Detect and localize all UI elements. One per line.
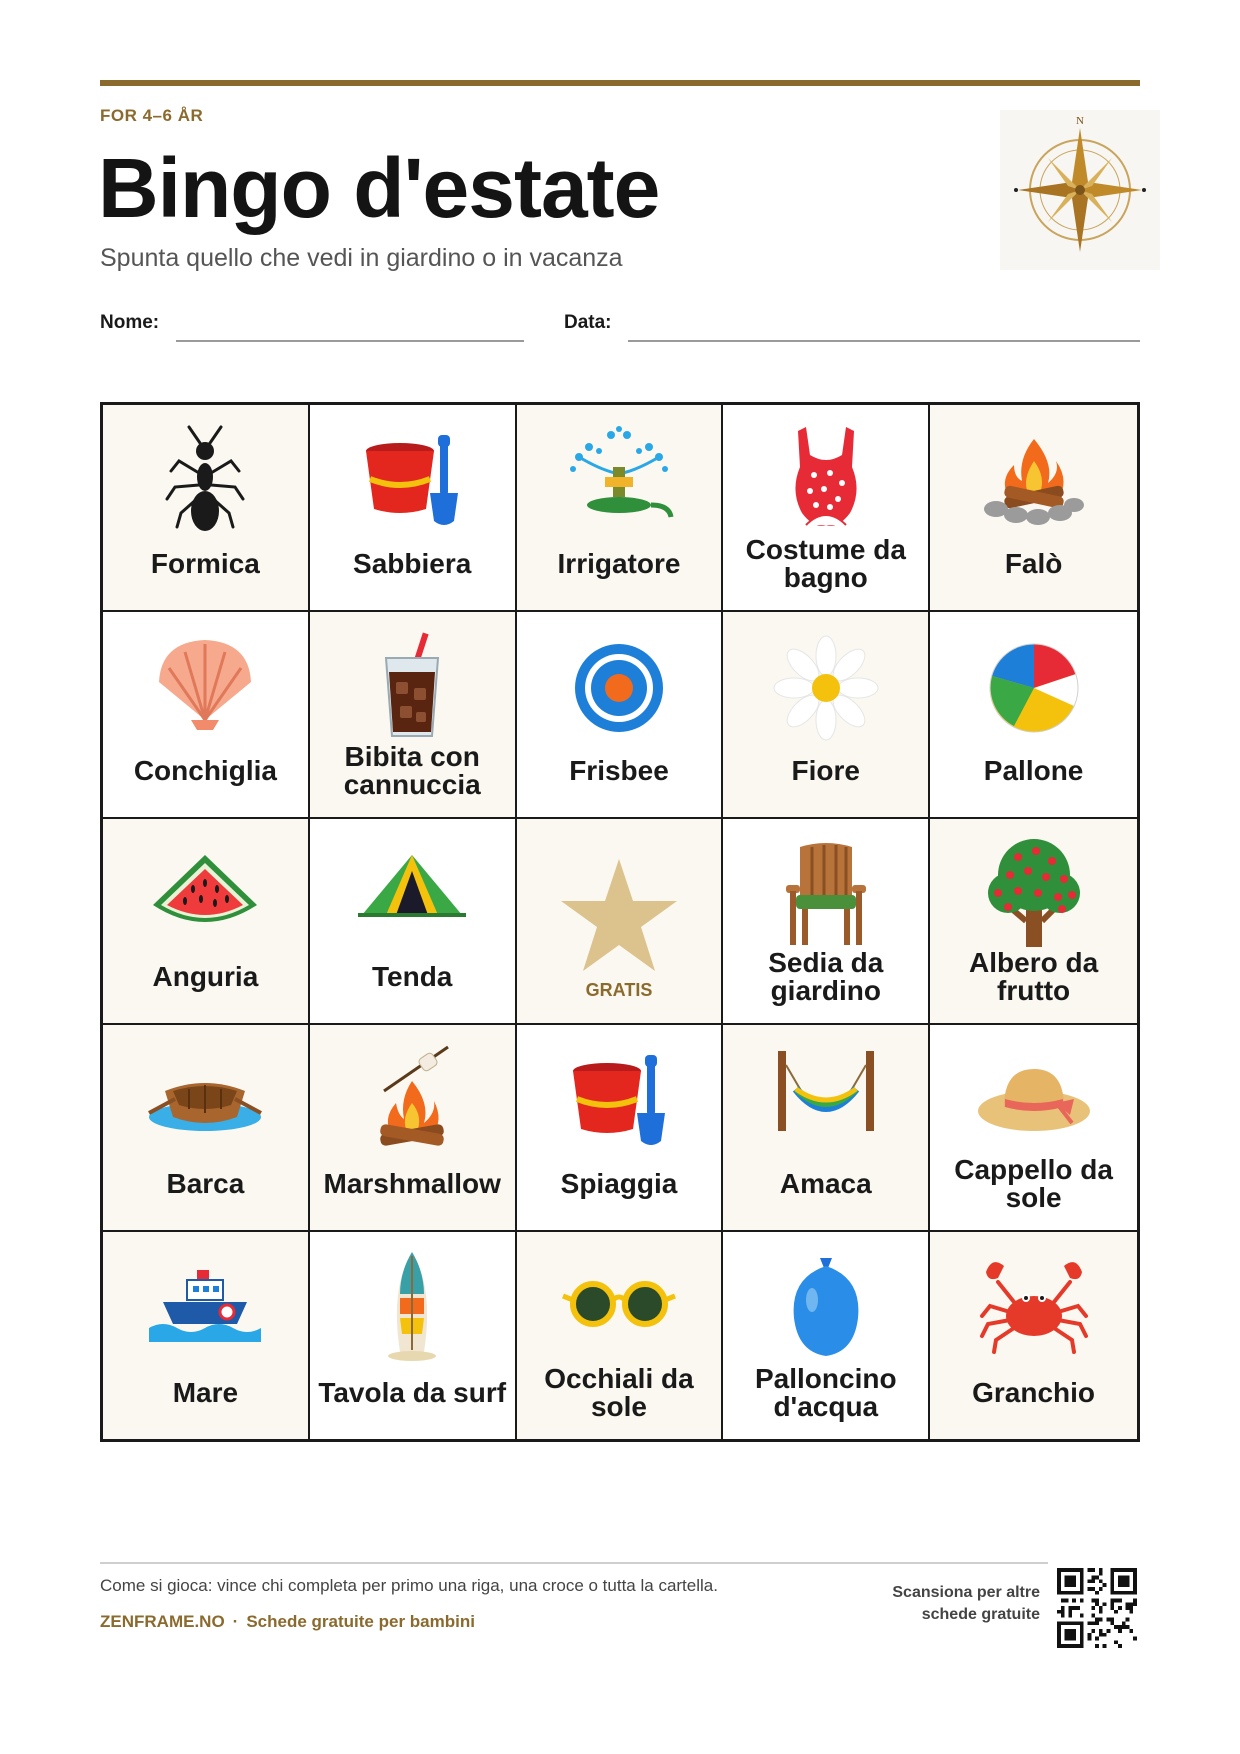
cell-label: Irrigatore bbox=[557, 547, 681, 579]
water-balloon-icon bbox=[766, 1248, 886, 1368]
date-label: Data: bbox=[564, 312, 612, 333]
cell-label: Sabbiera bbox=[353, 547, 472, 579]
marshmallow-icon bbox=[352, 1041, 472, 1161]
brand-tagline: Schede gratuite per bambini bbox=[246, 1612, 475, 1631]
cell-label: Occhiali da sole bbox=[544, 1363, 694, 1422]
cell-label: Pallone bbox=[983, 754, 1084, 786]
bingo-cell-free[interactable] bbox=[517, 819, 724, 1026]
logo-letter: N bbox=[1076, 115, 1084, 127]
cell-label: Sedia da giardino bbox=[768, 947, 884, 1007]
beach-ball-icon bbox=[974, 628, 1094, 748]
bingo-cell[interactable] bbox=[517, 405, 724, 612]
cell-label: Amaca bbox=[779, 1168, 872, 1200]
frisbee-icon bbox=[559, 628, 679, 748]
sprinkler-icon bbox=[559, 421, 679, 541]
cell-label: Palloncino d'acqua bbox=[755, 1363, 897, 1422]
cell-label: Anguria bbox=[152, 961, 259, 993]
bingo-cell[interactable] bbox=[723, 405, 930, 612]
garden-chair-icon bbox=[766, 835, 886, 955]
sand-bucket-icon bbox=[559, 1041, 679, 1161]
bingo-grid bbox=[100, 402, 1140, 1442]
age-label: FOR 4–6 ÅR bbox=[100, 106, 204, 125]
cell-label: Bibita con cannuccia bbox=[343, 740, 481, 800]
bingo-cell[interactable] bbox=[930, 1232, 1137, 1439]
ship-icon bbox=[145, 1248, 265, 1368]
page-title: Bingo d'estate bbox=[98, 141, 660, 235]
bingo-cell[interactable] bbox=[310, 819, 517, 1026]
sun-hat-icon bbox=[974, 1041, 1094, 1161]
fruit-tree-icon bbox=[974, 835, 1094, 955]
bingo-cell[interactable] bbox=[103, 1025, 310, 1232]
cell-label: Tavola da surf bbox=[318, 1377, 507, 1408]
qr-code-icon[interactable] bbox=[1057, 1568, 1137, 1648]
hammock-icon bbox=[766, 1041, 886, 1161]
cell-label: Barca bbox=[166, 1168, 245, 1200]
bingo-cell[interactable] bbox=[517, 612, 724, 819]
bingo-cell[interactable] bbox=[723, 1025, 930, 1232]
bingo-cell[interactable] bbox=[103, 819, 310, 1026]
bingo-cell[interactable] bbox=[310, 405, 517, 612]
bingo-cell[interactable] bbox=[930, 405, 1137, 612]
bingo-cell[interactable] bbox=[517, 1025, 724, 1232]
surfboard-icon bbox=[352, 1248, 472, 1368]
cell-label: Fiore bbox=[791, 754, 861, 786]
bingo-cell[interactable] bbox=[930, 819, 1137, 1026]
brand-link[interactable]: ZENFRAME.NO bbox=[100, 1612, 225, 1631]
date-field[interactable] bbox=[628, 340, 1140, 342]
bingo-cell[interactable] bbox=[103, 1232, 310, 1439]
bingo-cell[interactable] bbox=[723, 819, 930, 1026]
cell-label: Frisbee bbox=[569, 754, 669, 786]
cell-label: Conchiglia bbox=[133, 754, 277, 786]
bingo-cell[interactable] bbox=[723, 1232, 930, 1439]
cell-label: Costume da bagno bbox=[745, 533, 906, 593]
cell-label: Mare bbox=[172, 1377, 239, 1408]
page-subtitle: Spunta quello che vedi in giardino o in vacanza bbox=[100, 244, 623, 272]
sand-bucket-icon bbox=[352, 421, 472, 541]
bingo-cell[interactable] bbox=[517, 1232, 724, 1439]
bingo-cell[interactable] bbox=[723, 612, 930, 819]
how-to-play: Come si gioca: vince chi completa per primo una riga, una croce o tutta la cartella. bbox=[100, 1576, 718, 1595]
bingo-cell[interactable] bbox=[930, 612, 1137, 819]
cell-label: Albero da frutto bbox=[969, 947, 1099, 1007]
seashell-icon bbox=[145, 628, 265, 748]
star-icon bbox=[559, 855, 679, 975]
brand-separator: · bbox=[232, 1612, 239, 1631]
soda-glass-icon bbox=[352, 628, 472, 748]
compass-logo-icon bbox=[1000, 110, 1160, 270]
campfire-icon bbox=[974, 421, 1094, 541]
cell-label: Marshmallow bbox=[323, 1168, 501, 1200]
name-field[interactable] bbox=[176, 340, 524, 342]
cell-label: Granchio bbox=[972, 1377, 1096, 1408]
bingo-cell[interactable] bbox=[930, 1025, 1137, 1232]
cell-label: Falò bbox=[1004, 547, 1063, 579]
bingo-cell[interactable] bbox=[103, 405, 310, 612]
tent-icon bbox=[352, 835, 472, 955]
scan-text: Scansiona per altre schede gratuite bbox=[892, 1584, 1040, 1624]
watermelon-icon bbox=[145, 835, 265, 955]
bingo-cell[interactable] bbox=[310, 1025, 517, 1232]
cell-label: Tenda bbox=[372, 961, 453, 993]
bingo-cell[interactable] bbox=[310, 1232, 517, 1439]
swimsuit-icon bbox=[766, 421, 886, 541]
brand-line bbox=[100, 1612, 475, 1632]
cell-label: Spiaggia bbox=[560, 1168, 678, 1200]
rowboat-icon bbox=[145, 1041, 265, 1161]
sunglasses-icon bbox=[559, 1248, 679, 1368]
top-rule bbox=[100, 80, 1140, 86]
ant-icon bbox=[145, 421, 265, 541]
footer-rule bbox=[100, 1562, 1048, 1564]
name-label: Nome: bbox=[100, 312, 160, 333]
bingo-cell[interactable] bbox=[103, 612, 310, 819]
cell-label: Formica bbox=[150, 547, 260, 579]
bingo-cell[interactable] bbox=[310, 612, 517, 819]
free-label: GRATIS bbox=[585, 980, 653, 1001]
crab-icon bbox=[974, 1248, 1094, 1368]
cell-label: Cappello da sole bbox=[954, 1154, 1113, 1214]
daisy-icon bbox=[766, 628, 886, 748]
